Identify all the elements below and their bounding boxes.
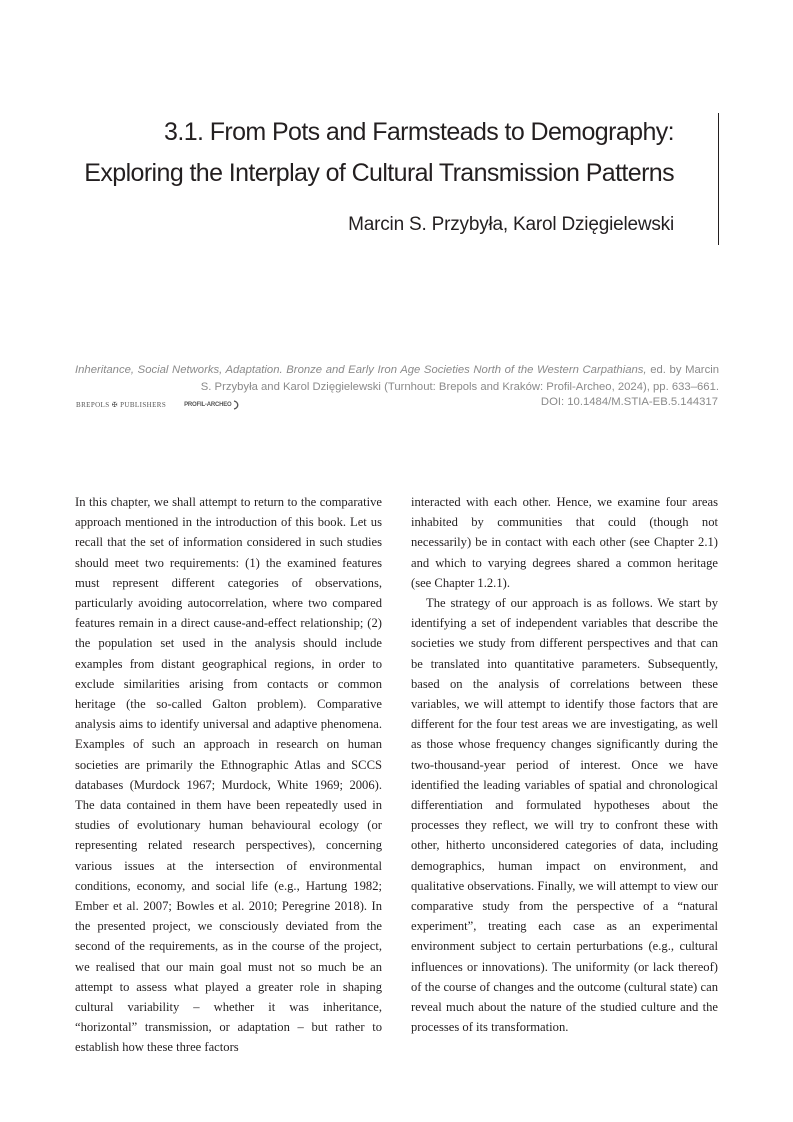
chapter-authors: Marcin S. Przybyła, Karol Dzięgielewski [348, 214, 674, 235]
chapter-title-line-2: Exploring the Interplay of Cultural Transmission Patterns [84, 159, 674, 187]
chapter-title [34, 112, 674, 194]
brepols-logo: BREPOLS ✠ PUBLISHERS [76, 401, 167, 409]
doi: DOI: 10.1484/M.STIA-EB.5.144317 [540, 396, 718, 408]
citation-details: ed. by Marcin S. Przybyła and Karol Dzięgielewski (Turnhout: Brepols and Kraków: Profil-Archeo, 2024), pp. 633–661. [200, 364, 720, 393]
citation-series: Inheritance, Social Networks, Adaptation. Bronze and Early Iron Age Societies North of the Western Carpathians, [75, 364, 647, 376]
chapter-title-line-1: 3.1. From Pots and Farmsteads to Demography: [164, 118, 674, 146]
header-vertical-rule [718, 113, 719, 245]
body-column-left [75, 492, 382, 1058]
profil-archeo-swoosh-icon [233, 400, 240, 410]
profil-archeo-logo [184, 400, 239, 410]
body-paragraph: In this chapter, we shall attempt to return to the comparative approach mentioned in the introduction of this book. Let us recall that the set of information considered in such studies should meet two requirements: (1) the examined features must represent different categories of observations, particularly avoiding autocorrelation, where two compared features remain in a direct cause-and-effect relationship; (2) the population set used in the analysis should include examples from distant geographical regions, in order to exclude similarities arising from contacts or common heritage (the so-called Galton problem). Comparative analysis aims to identify universal and adaptive phenomena. Examples of such an approach in research on human societies are primarily the Ethnographic Atlas and SCCS databases (Murdock 1967; Murdock, White 1969; 2006). The data contained in them have been repeatedly used in studies of evolutionary human behavioural ecology (or representing related research perspectives), concerning various issues at the intersection of environmental conditions, economy, and social life (e.g., Hartung 1982; Ember et al. 2007; Bowles et al. 2010; Peregrine 2018). In the presented project, we consciously deviated from the second of the requirements, as in the course of the project, we realised that our main goal must not so much be an attempt to assess what played a greater role in shaping cultural variability – whether it was inheritance, “horizontal” transmission, or adaptation – but rather to establish how these three factors [75, 495, 382, 1055]
profil-archeo-logo-text: PROFIL-ARCHEO [184, 402, 232, 408]
body-paragraph: The strategy of our approach is as follows. We start by identifying a set of independent variables that describe the societies we study from different perspectives and that can be translated into quantitative parameters. Subsequently, based on the analysis of correlations between these variables, we will attempt to identify those factors that are different for the four test areas we are investigating, as well as those whose frequency changes significantly during the two-thousand-year period of interest. Once we have identified the leading variables of spatial and chronological differentiation and formulated hypotheses about the processes they reflect, we will try to confront these with other, hitherto unconsidered categories of data, including demographics, human impact on environment, and qualitative observations. Finally, we will attempt to view our comparative study from the perspective of a “natural experiment”, treating each case as an experimental environment subject to certain perturbations (e.g., cultural influences or innovations). The uniformity (or lack thereof) of the course of changes and the outcome (cultural state) can reveal much about the nature of the studied culture and the processes of its transformation. [411, 596, 718, 1035]
body-column-right [411, 492, 718, 1037]
citation-block [75, 362, 719, 396]
publisher-logos [76, 400, 240, 410]
body-paragraph: interacted with each other. Hence, we examine four areas inhabited by communities that could (though not necessarily) be in contact with each other (see Chapter 2.1) and which to varying degrees shared a common heritage (see Chapter 1.2.1). [411, 495, 718, 590]
